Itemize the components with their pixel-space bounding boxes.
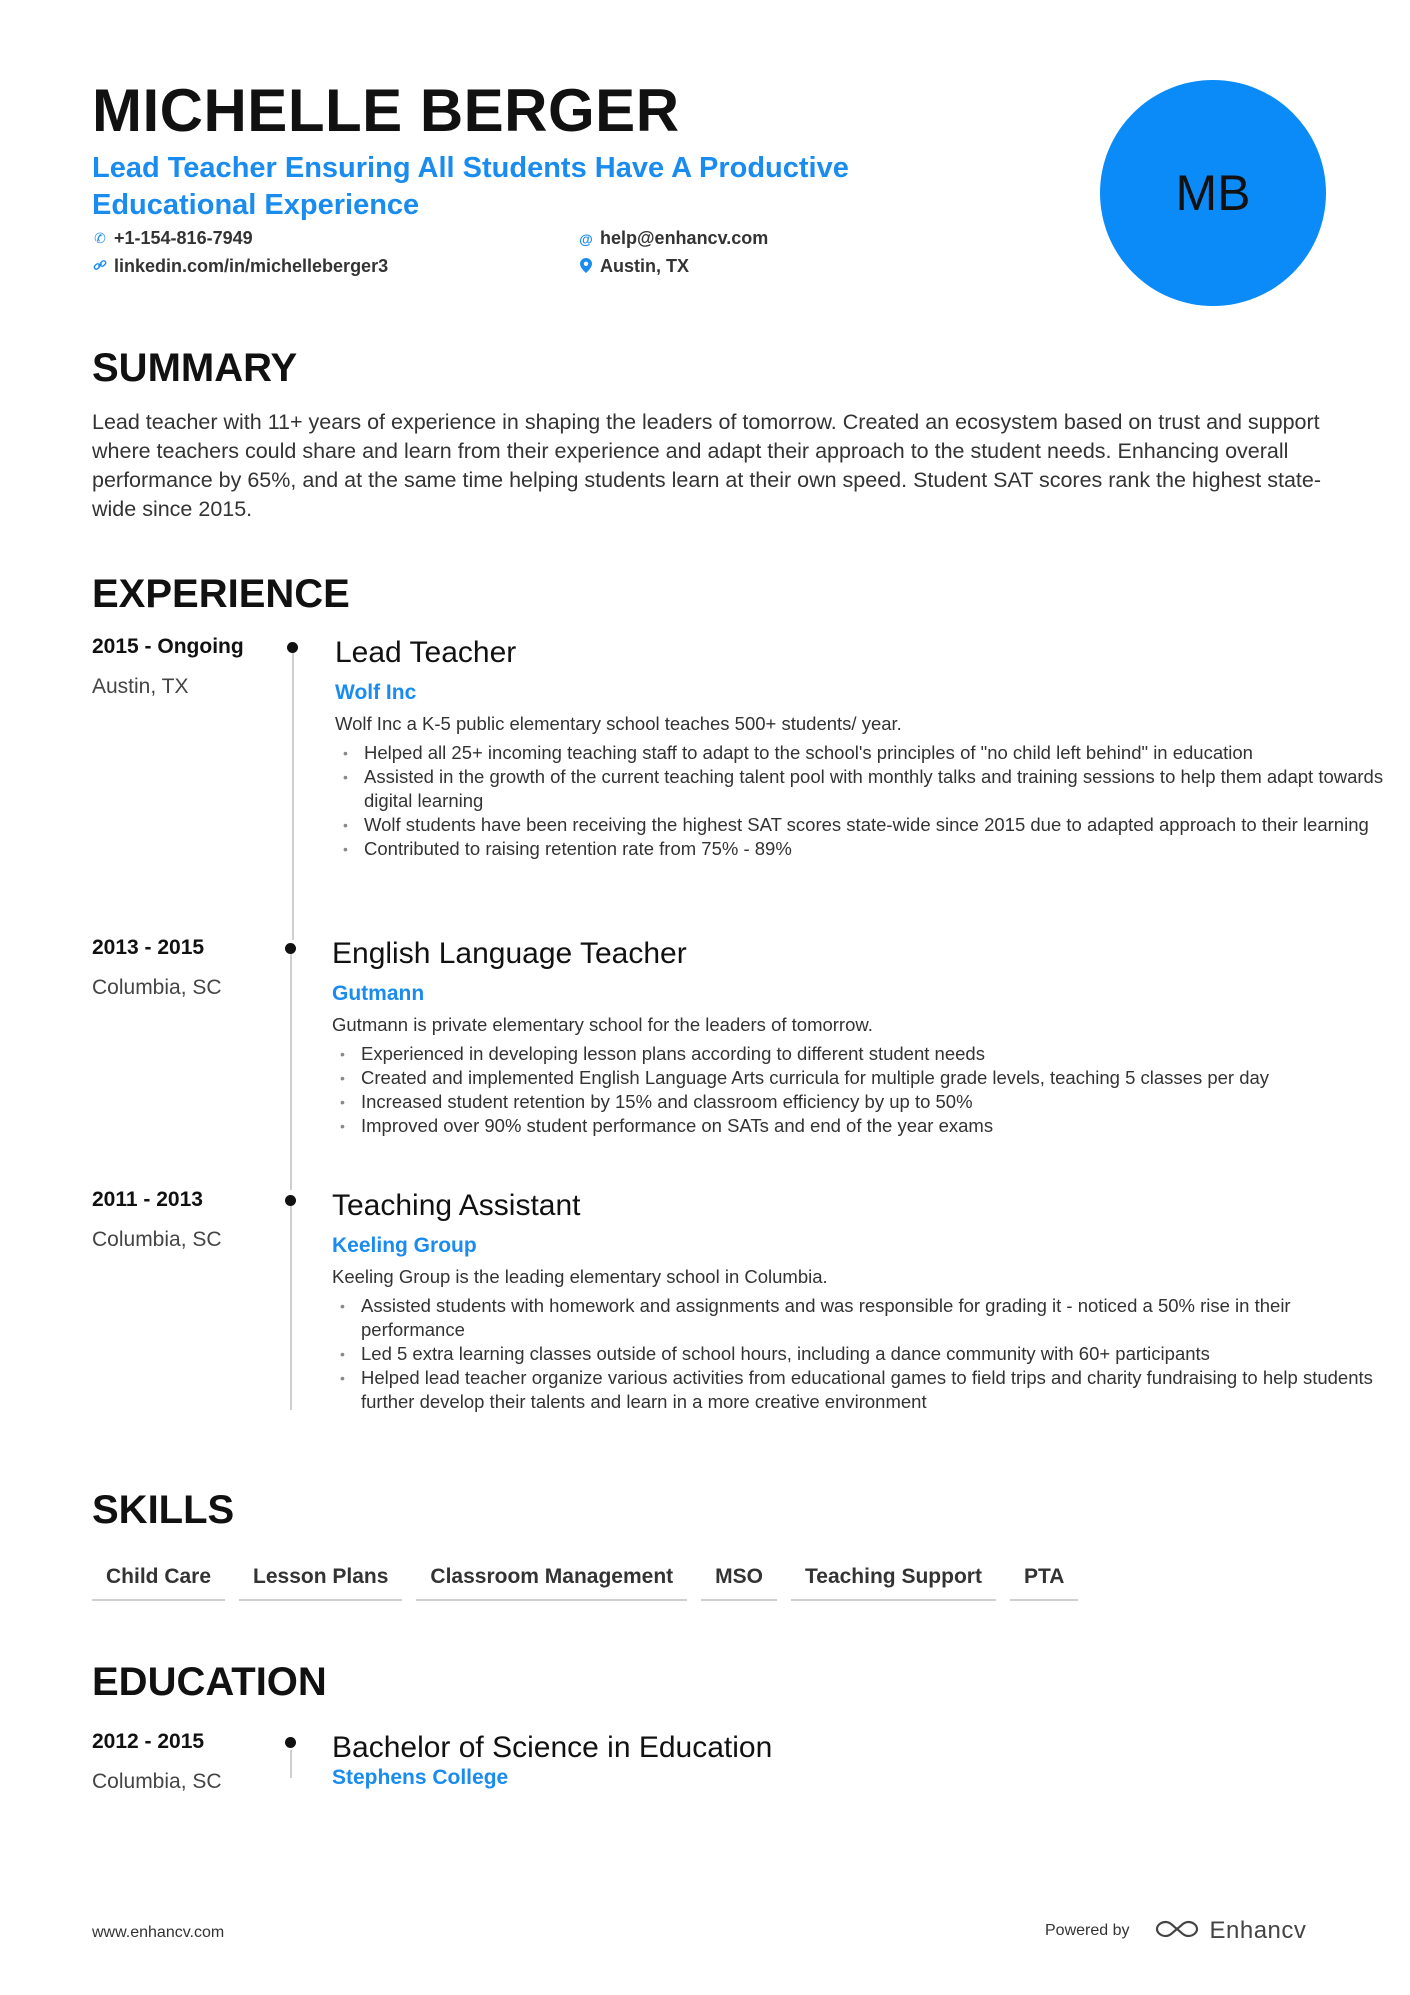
list-item: • Led 5 extra learning classes outside of school hours, including a dance community with 60+ participants	[332, 1342, 1382, 1366]
timeline-line	[290, 950, 292, 1190]
timeline-line	[290, 1202, 292, 1410]
entry-location: Columbia, SC	[92, 1228, 222, 1251]
entry-company: Gutmann	[332, 982, 425, 1005]
education-location: Columbia, SC	[92, 1770, 222, 1793]
skill-tag: Teaching Support	[791, 1565, 996, 1601]
list-item: • Helped all 25+ incoming teaching staff to adapt to the school's principles of "no child left behind" in education	[335, 741, 1385, 765]
footer-branding	[1045, 1917, 1306, 1945]
candidate-name: MICHELLE BERGER	[92, 77, 680, 144]
list-item: • Wolf students have been receiving the highest SAT scores state-wide since 2015 due to adapted approach to their learning	[335, 813, 1385, 837]
entry-bullets	[332, 1042, 1382, 1138]
list-item: • Increased student retention by 15% and classroom efficiency by up to 50%	[332, 1090, 1382, 1114]
list-item: • Helped lead teacher organize various activities from educational games to field trips and charity fundraising to help students further develop their talents and learn in a more creative environment	[332, 1366, 1382, 1414]
skill-tag: PTA	[1010, 1565, 1078, 1601]
education-degree: Bachelor of Science in Education	[332, 1731, 773, 1764]
entry-dates: 2015 - Ongoing	[92, 635, 244, 658]
entry-role: Teaching Assistant	[332, 1189, 581, 1222]
phone-text: +1-154-816-7949	[114, 228, 253, 248]
phone-icon: ✆	[94, 230, 106, 246]
timeline-line	[290, 1750, 292, 1778]
link-icon	[92, 258, 108, 275]
entry-description: Gutmann is private elementary school for the leaders of tomorrow.	[332, 1014, 873, 1035]
timeline-dot	[285, 1195, 296, 1206]
entry-bullets	[332, 1294, 1382, 1414]
avatar-initials: MB	[1175, 165, 1251, 221]
timeline-dot	[285, 943, 296, 954]
entry-company: Wolf Inc	[335, 681, 417, 704]
entry-dates: 2011 - 2013	[92, 1188, 203, 1211]
footer-website[interactable]: www.enhancv.com	[92, 1924, 225, 1941]
summary-text: Lead teacher with 11+ years of experience in shaping the leaders of tomorrow. Created an ecosystem based on trust and support where teachers could share and learn from their experience and adapt their approach to the student needs. Enhancing overall performance by 65%, and at the same time helping students learn at their own speed. Student SAT scores rank the highest state-wide since 2015.	[92, 410, 1321, 521]
entry-role: Lead Teacher	[335, 636, 517, 669]
linkedin-text[interactable]: linkedin.com/in/michelleberger3	[114, 256, 389, 276]
skills-list	[92, 1565, 1078, 1601]
list-item: • Experienced in developing lesson plans according to different student needs	[332, 1042, 1382, 1066]
education-dates: 2012 - 2015	[92, 1730, 205, 1753]
contact-linkedin[interactable]	[92, 256, 388, 277]
powered-by-label: Powered by	[1045, 1922, 1130, 1939]
entry-dates: 2013 - 2015	[92, 936, 205, 959]
list-item: • Assisted in the growth of the current teaching talent pool with monthly talks and training sessions to help them adapt towards digital learning	[335, 765, 1385, 813]
entry-company: Keeling Group	[332, 1234, 477, 1257]
timeline-dot	[287, 642, 298, 653]
experience-title: EXPERIENCE	[92, 572, 350, 616]
timeline-line	[292, 650, 294, 940]
skill-tag: Lesson Plans	[239, 1565, 402, 1601]
brand-name: Enhancv	[1209, 1917, 1307, 1944]
entry-description: Keeling Group is the leading elementary school in Columbia.	[332, 1266, 828, 1287]
list-item: • Assisted students with homework and assignments and was responsible for grading it - noticed a 50% rise in their performance	[332, 1294, 1382, 1342]
contact-phone	[92, 228, 253, 249]
list-item: • Contributed to raising retention rate from 75% - 89%	[335, 837, 1385, 861]
avatar	[1100, 80, 1326, 306]
skill-tag: Classroom Management	[416, 1565, 687, 1601]
candidate-headline: Lead Teacher Ensuring All Students Have A Productive Educational Experience	[92, 152, 849, 221]
entry-role: English Language Teacher	[332, 937, 687, 970]
summary-title: SUMMARY	[92, 346, 298, 390]
education-title: EDUCATION	[92, 1660, 327, 1704]
entry-bullets	[335, 741, 1385, 861]
entry-location: Austin, TX	[92, 675, 189, 698]
at-icon: @	[579, 230, 593, 247]
email-text[interactable]: help@enhancv.com	[600, 228, 769, 248]
location-text: Austin, TX	[600, 256, 689, 276]
location-pin-icon	[578, 258, 594, 276]
contact-email[interactable]	[578, 228, 768, 249]
list-item: • Improved over 90% student performance on SATs and end of the year exams	[332, 1114, 1382, 1138]
enhancv-logo-icon	[1154, 1918, 1200, 1945]
skill-tag: Child Care	[92, 1565, 225, 1601]
skills-title: SKILLS	[92, 1488, 235, 1532]
education-school: Stephens College	[332, 1766, 509, 1789]
entry-location: Columbia, SC	[92, 976, 222, 999]
list-item: • Created and implemented English Language Arts curricula for multiple grade levels, teaching 5 classes per day	[332, 1066, 1382, 1090]
contact-location	[578, 256, 689, 277]
skill-tag: MSO	[701, 1565, 777, 1601]
timeline-dot	[285, 1737, 296, 1748]
entry-description: Wolf Inc a K-5 public elementary school teaches 500+ students/ year.	[335, 713, 902, 734]
